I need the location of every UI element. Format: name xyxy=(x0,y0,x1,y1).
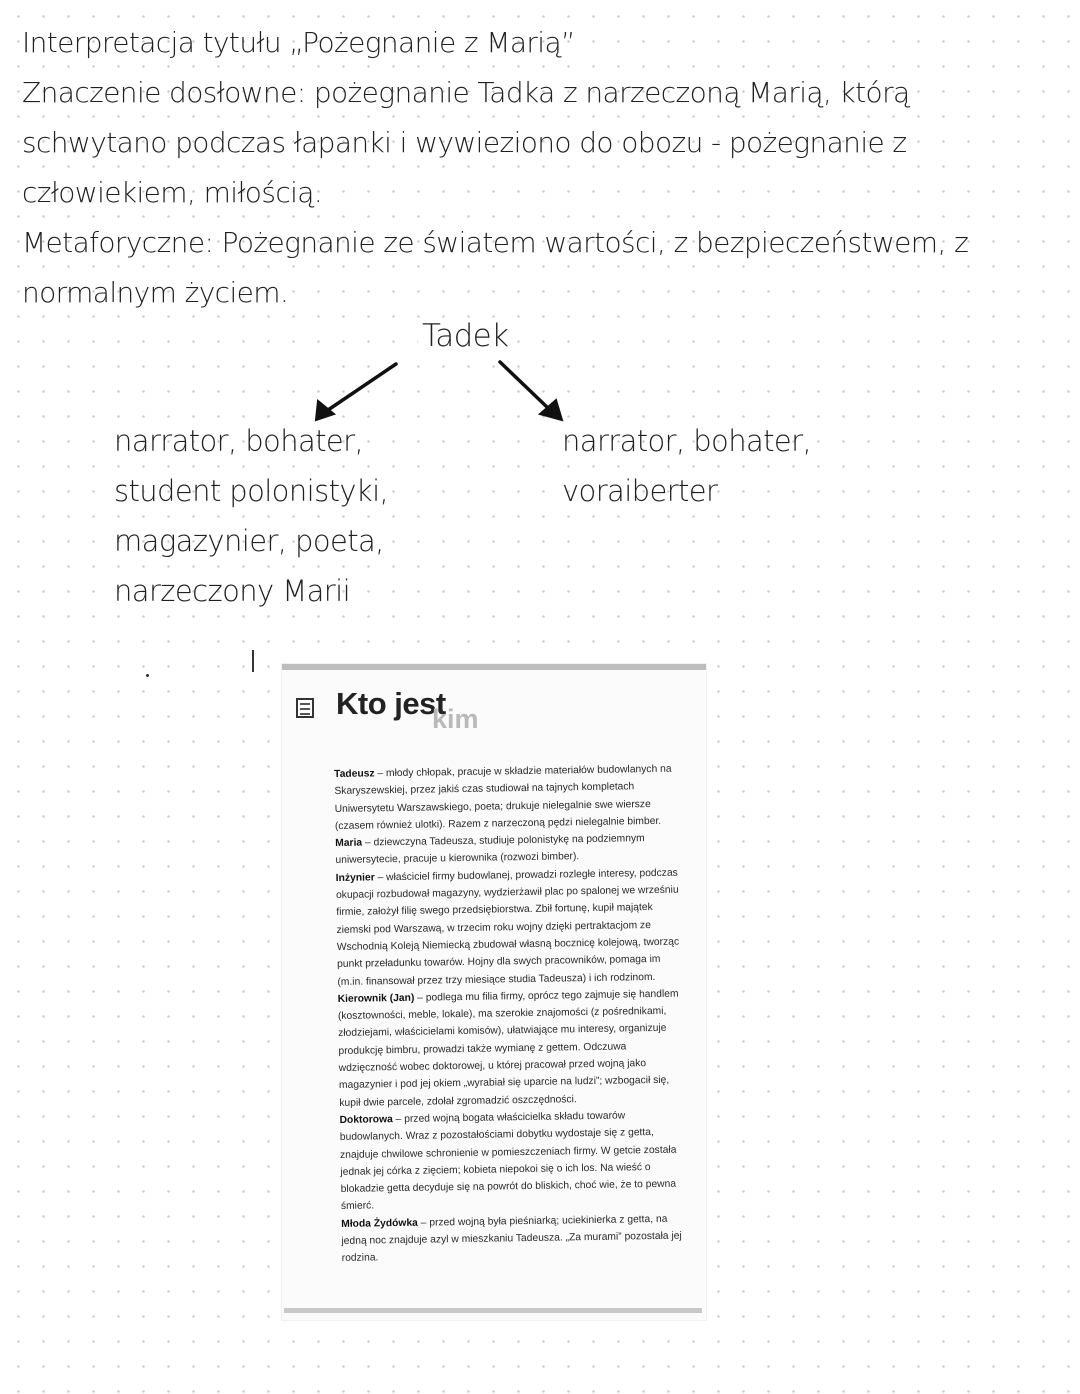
diagram-center-name: Tadek xyxy=(418,318,513,354)
character-description: – podlega mu filia firmy, oprócz tego zajmuje się handlem (kosztowności, meble, lokale), ma szerokie znajomości (z pośrednikami, złodziejami, właścicielami komisów), ułatwiające mu interesy, organizuje produkcję bimbru, prowadzi także wymianę z gettem. Odczuwa wdzięczność wobec doktorowej, u której pracował przed wojną jako magazynier i pod jej okiem „wyrabiał się uparcie na ludzi”; wzbogacił się, kupił dwie parcele, zdołał zgromadzić oszczędności. xyxy=(337,988,679,1109)
pen-mark xyxy=(252,650,254,672)
pen-dot xyxy=(146,674,149,677)
left-attribute: narrator, bohater, xyxy=(114,424,364,458)
character-description: – dziewczyna Tadeusza, studiuje polonistykę na podziemnym uniwersytecie, pracuje u kierownika (rozwozi bimber). xyxy=(335,833,645,867)
character-description: – właściciel firmy budowlanej, prowadzi rozległe interesy, podczas okupacji rozbudował magazyny, wydzierżawił plac po spalonej we wrześniu firmie, założył filię swego przedsiębiorstwa. Zbił fortunę, kupił majątek ziemski pod Warszawą, w trzecim roku wojny dzięki pertraktacjom ze Wschodnią Koleją Niemiecką zbudował własną bocznicę kolejową, tworząc punkt przeładunku towarów. Hojny dla swych pracowników, pomaga im (m.in. finansował przez trzy miesiące studia Tadeusza) i ich rodzinom. xyxy=(335,867,680,988)
character-entry xyxy=(341,1210,686,1267)
intro-notes xyxy=(22,18,1062,318)
scan-subtitle: kim xyxy=(432,704,479,734)
left-attribute: magazynier, poeta, xyxy=(114,524,384,558)
arrow-left xyxy=(316,364,396,420)
left-attribute: student polonistyki, xyxy=(114,474,389,508)
character-entry xyxy=(336,864,682,990)
document-icon xyxy=(296,698,314,718)
metaphorical-meaning: Metaforyczne: Pożegnanie ze światem wartości, z bezpieczeństwem, z normalnym życiem. xyxy=(22,226,969,309)
character-name: Kierownik (Jan) xyxy=(337,992,415,1005)
left-attribute: narzeczony Marii xyxy=(114,574,351,608)
character-list xyxy=(334,761,686,1268)
intro-title: Interpretacja tytułu „Pożegnanie z Marią” xyxy=(22,26,575,59)
right-attributes xyxy=(562,416,811,516)
character-description: – młody chłopak, pracuje w składzie materiałów budowlanych na Skaryszewskiej, przez jakiś czas studiował na tajnych kompletach Uniwersytetu Warszawskiego, poeta; drukuje nielegalnie swe wiersze (czasem również ulotki). Razem z narzeczoną pędzi nielegalnie bimber. xyxy=(334,763,672,832)
right-attribute: voraiberter xyxy=(562,474,718,508)
character-entry xyxy=(334,761,679,836)
character-entry xyxy=(338,985,684,1111)
character-name: Tadeusz xyxy=(334,768,375,780)
character-name: Inżynier xyxy=(335,872,375,884)
arrow-right xyxy=(500,362,562,420)
character-entry xyxy=(339,1106,685,1215)
character-description: – przed wojną była pieśniarką; uciekinierka z getta, na jedną noc znajduje azyl w mieszkaniu Tadeusza. „Za murami” pozostała jej rodzina. xyxy=(341,1213,682,1265)
scanned-page xyxy=(282,664,706,1320)
character-name: Młoda Żydówka xyxy=(341,1217,418,1230)
character-name: Maria xyxy=(335,837,363,850)
character-entry xyxy=(335,830,680,870)
character-description: – przed wojną bogata właścicielka składu towarów budowlanych. Wraz z pozostałościami dobytku wydostaje się z getta, znajduje chwilowe schronienie w pomieszczeniach firmy. W getcie została jednak jej córka z zięciem; kobieta niepokoi się o ich los. Na wieść o blokadzie getta decyduje się na powrót do bliskich, choć wie, że to pewna śmierć. xyxy=(339,1110,677,1213)
literal-meaning: Znaczenie dosłowne: pożegnanie Tadka z narzeczoną Marią, którą schwytano podczas łapanki i wywieziono do obozu - pożegnanie z człowiekiem, miłością. xyxy=(22,76,910,209)
right-attribute: narrator, bohater, xyxy=(562,424,812,458)
left-attributes xyxy=(114,416,388,616)
scan-header xyxy=(296,686,596,746)
scan-bottom-edge xyxy=(284,1308,702,1313)
character-name: Doktorowa xyxy=(339,1114,393,1126)
scan-title: Kto jest xyxy=(336,686,446,721)
